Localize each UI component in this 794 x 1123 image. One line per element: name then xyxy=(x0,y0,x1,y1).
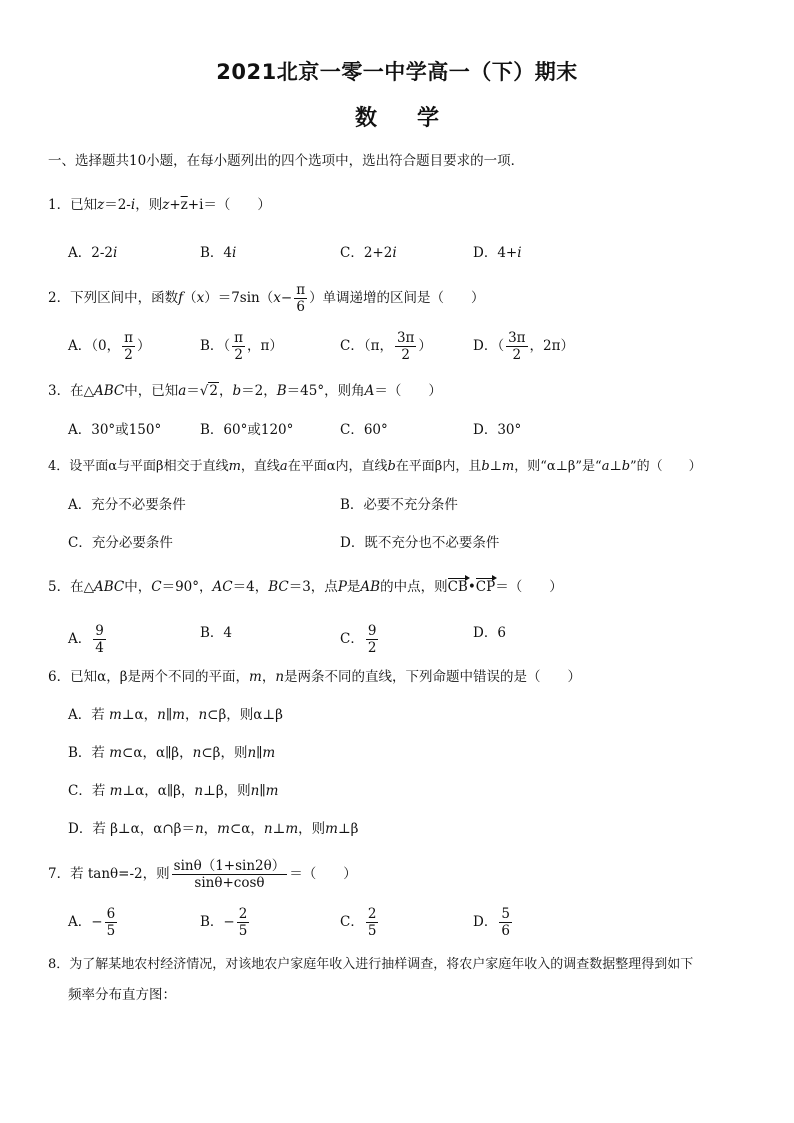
q5-option-b: B．4 xyxy=(200,625,233,641)
q3-option-a: A．30°或150° xyxy=(68,422,162,438)
q3-option-d: D．30° xyxy=(473,422,522,438)
q4-option-b: B．必要不充分条件 xyxy=(340,497,458,513)
q3-option-b: B．60°或120° xyxy=(200,422,294,438)
q7-option-a: A．− $\frac{6}{5}$ xyxy=(68,906,116,939)
q7-option-d: D． $\frac{5}{6}$ xyxy=(473,906,510,939)
q7-option-b: B．− $\frac{2}{5}$ xyxy=(200,906,248,939)
q4-option-c: C．充分必要条件 xyxy=(68,535,173,551)
question-4: 4．设平面α与平面β相交于直线m，直线a在平面α内，直线b在平面β内，且b⊥m，则“α⊥β”是“a⊥b”的（ ） xyxy=(48,459,702,474)
question-2: 2．下列区间中，函数f（x）＝7sin（x− $\frac{\pi}{6}$ ）单调递增的区间是（ ） xyxy=(48,282,485,315)
q1-option-d: D．4+i xyxy=(473,245,522,261)
q6-option-c: C．若 m⊥α，α∥β，n⊥β，则n∥m xyxy=(68,783,279,799)
q2-option-b: B．（ $\frac{\pi}{2}$ ，π） xyxy=(200,330,283,363)
question-7: 7．若 tanθ=-2，则 $\frac{\sin\theta(1+\sin 2\theta)}{\sin\theta+\cos\theta}$ ＝（ ） xyxy=(48,858,357,891)
q4-option-d: D．既不充分也不必要条件 xyxy=(340,535,500,551)
q5-option-c: C． $\frac{9}{2}$ xyxy=(340,623,377,656)
q1-option-a: A．2-2i xyxy=(68,245,118,261)
q3-option-c: C．60° xyxy=(340,422,388,438)
question-8-line-2: 频率分布直方图： xyxy=(68,987,176,1003)
q5-option-a: A． $\frac{9}{4}$ xyxy=(68,623,104,656)
question-5: 5．在△ABC中，C＝90°，AC＝4，BC＝3，点P是AB的中点，则CB•CP＝（ ） xyxy=(48,579,563,595)
section-heading: 一、选择题共10小题，在每小题列出的四个选项中，选出符合题目要求的一项． xyxy=(48,153,525,169)
q6-option-a: A．若 m⊥α，n∥m，n⊂β，则α⊥β xyxy=(68,707,283,723)
q6-option-d: D．若 β⊥α，α∩β＝n，m⊂α，n⊥m，则m⊥β xyxy=(68,821,359,837)
q2-option-c: C．（π， $\frac{3\pi}{2}$ ） xyxy=(340,330,432,363)
question-6: 6．已知α，β是两个不同的平面，m，n是两条不同的直线，下列命题中错误的是（ ） xyxy=(48,669,582,685)
question-1: 1．已知z＝2-i，则$z+\overline{z}+i=$（ ） xyxy=(48,197,271,213)
q4-option-a: A．充分不必要条件 xyxy=(68,497,186,513)
q5-option-d: D．6 xyxy=(473,625,506,641)
q6-option-b: B．若 m⊂α，α∥β，n⊂β，则n∥m xyxy=(68,745,276,761)
page-title: 2021北京一零一中学高一（下）期末 xyxy=(216,60,578,84)
q2-option-a: A．（0， $\frac{\pi}{2}$ ） xyxy=(68,330,151,363)
q2-option-d: D．（ $\frac{3\pi}{2}$ ，2π） xyxy=(473,330,575,363)
q1-option-c: C．2+2i xyxy=(340,245,397,261)
page-subtitle: 数 学 xyxy=(354,106,440,131)
question-8-line-1: 8．为了解某地农村经济情况，对该地农户家庭年收入进行抽样调查，将农户家庭年收入的调查数据整理得到如下 xyxy=(48,957,694,972)
question-3: 3．在△ABC中，已知a＝√2，b＝2，B＝45°，则角A＝（ ） xyxy=(48,383,442,399)
q7-option-c: C． $\frac{2}{5}$ xyxy=(340,906,377,939)
q1-option-b: B．4i xyxy=(200,245,237,261)
